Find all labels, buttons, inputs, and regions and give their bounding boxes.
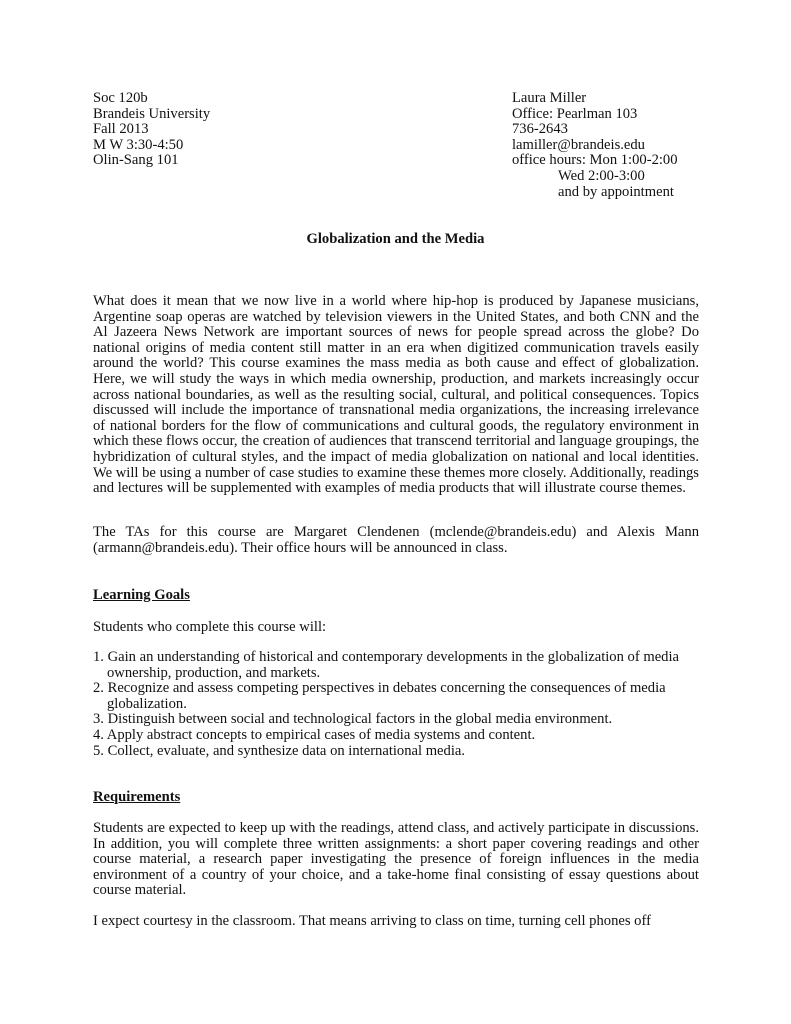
instructor-info-block bbox=[512, 91, 678, 200]
university-name: Brandeis University bbox=[93, 105, 211, 122]
instructor-name: Laura Miller bbox=[512, 90, 587, 106]
learning-goals-lead: Students who complete this course will: bbox=[93, 619, 327, 635]
office-hours-line-2: Wed 2:00-3:00 bbox=[558, 167, 645, 184]
meeting-time: M W 3:30-4:50 bbox=[93, 136, 184, 153]
term: Fall 2013 bbox=[93, 121, 149, 138]
course-info-block bbox=[93, 91, 210, 169]
learning-goal-item: 3. Distinguish between social and technological factors in the global media environment. bbox=[93, 711, 613, 728]
learning-goal-item: 2. Recognize and assess competing perspectives in debates concerning the consequences of media globalization. bbox=[93, 680, 666, 712]
course-description-paragraph: What does it mean that we now live in a world where hip-hop is produced by Japanese musicians, Argentine soap operas are watched by television viewers in the United States, and both CNN and the Al Jazeera News Network are important sources of news for people spread across the globe? Do national origins of media content still matter in an era when digitized communication travels easily around the world? This course examines the mass media as both cause and effect of globalization. Here, we will study the ways in which media ownership, production, and markets increasingly occur across national boundaries, as well as the resulting social, cultural, and political consequences. Topics discussed will include the importance of transnational media organizations, the increasing irrelevance of national borders for the flow of communications and cultural goods, the regulatory environment in which these flows occur, the creation of audiences that transcend territorial and language groupings, the hybridization of cultural styles, and the impact of media globalization on national and local identities. We will be using a number of case studies to examine these themes more closely. Additionally, readings and lectures will be supplemented with examples of media products that will illustrate course themes. bbox=[93, 293, 699, 497]
classroom: Olin-Sang 101 bbox=[93, 152, 179, 169]
course-code: Soc 120b bbox=[93, 90, 148, 106]
requirements-paragraph: Students are expected to keep up with the readings, attend class, and actively participate in discussions. In addition, you will complete three written assignments: a short paper covering readings and other course material, a research paper investigating the presence of foreign influences in the media environment of a country of your choice, and a take-home final consisting of essay questions about course material. bbox=[93, 820, 699, 899]
learning-goal-item: 1. Gain an understanding of historical and contemporary developments in the globalization of media ownership, production, and markets. bbox=[93, 649, 680, 681]
learning-goals-heading: Learning Goals bbox=[93, 587, 190, 603]
learning-goal-item: 5. Collect, evaluate, and synthesize data on international media. bbox=[93, 742, 466, 759]
office-hours-line-1: office hours: Mon 1:00-2:00 bbox=[512, 152, 678, 169]
instructor-office: Office: Pearlman 103 bbox=[512, 105, 638, 122]
office-hours-line-3: and by appointment bbox=[558, 183, 674, 200]
teaching-assistants-paragraph: The TAs for this course are Margaret Clendenen (mclende@brandeis.edu) and Alexis Mann (armann@brandeis.edu). Their office hours will be announced in class. bbox=[93, 524, 699, 556]
instructor-email[interactable]: lamiller@brandeis.edu bbox=[512, 136, 645, 153]
requirements-heading: Requirements bbox=[93, 789, 181, 805]
instructor-phone: 736-2643 bbox=[512, 121, 568, 138]
classroom-courtesy-paragraph: I expect courtesy in the classroom. That means arriving to class on time, turning cell phones off bbox=[93, 913, 651, 929]
course-title: Globalization and the Media bbox=[306, 231, 485, 247]
learning-goals-list bbox=[93, 650, 699, 759]
learning-goal-item: 4. Apply abstract concepts to empirical cases of media systems and content. bbox=[93, 726, 536, 743]
